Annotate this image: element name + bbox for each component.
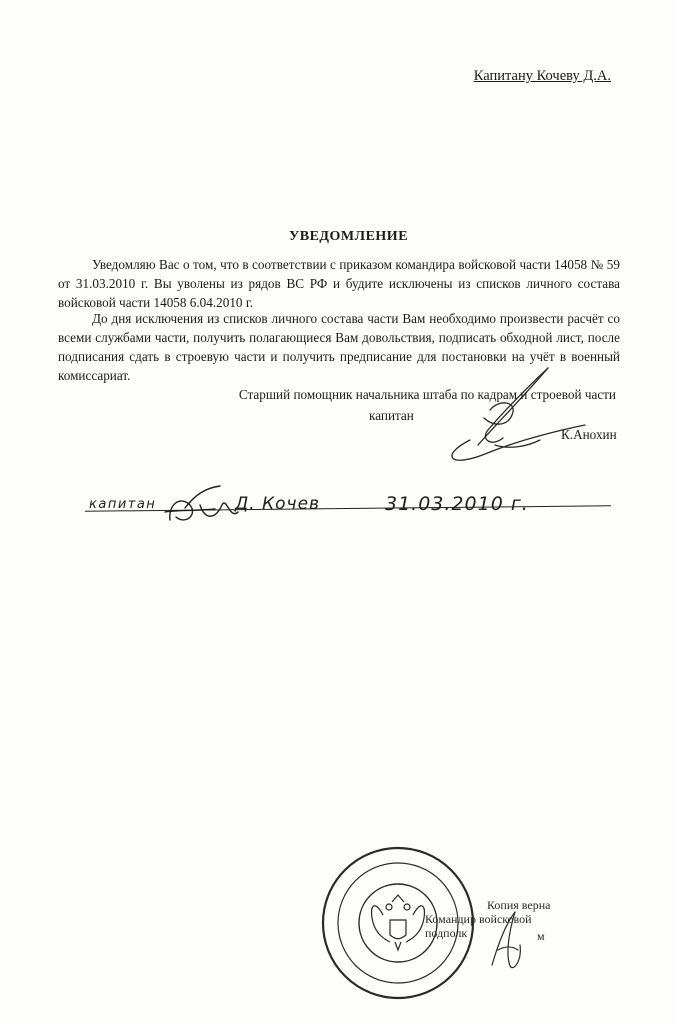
addressee: Капитану Кочеву Д.А. — [473, 68, 611, 84]
certification-suffix: м — [537, 929, 545, 943]
signatory-rank: капитан — [369, 408, 414, 423]
certification-copy-true: Копия верна — [487, 898, 551, 912]
certification-rank: подполк — [425, 926, 468, 940]
signatory-name: К.Анохин — [561, 427, 617, 442]
acknowledgement-name: Д. Кочев — [235, 494, 321, 514]
kochev-signature — [165, 486, 238, 520]
acknowledgement-rank: капитан — [89, 497, 157, 512]
document-title: УВЕДОМЛЕНИЕ — [288, 229, 409, 244]
paragraph-instructions-text: До дня исключения из списков личного состава части Вам необходимо произвести расчёт со всеми службами части, получить полагающиеся Вам довольствия, подписать обходной лист, после подписания сдать в строевую части и получить предписание для постановки на учёт в военный комиссариат. — [58, 311, 620, 383]
acknowledgement-date: 31.03.2010 г. — [385, 493, 529, 515]
paragraph-notice-text: Уведомляю Вас о том, что в соответствии с приказом командира войсковой части 14058 № 59 от 31.03.2010 г. Вы уволены из рядов ВС РФ и будите исключены из списков личного состава войсковой части 14058 6.04.2010 г. — [58, 257, 620, 310]
double-headed-eagle-emblem — [372, 895, 425, 950]
signatory-position: Старший помощник начальника штаба по кадрам и строевой части — [238, 387, 616, 402]
certification-commander: Командир войсковой — [425, 912, 532, 926]
anokhin-signature — [452, 368, 585, 460]
